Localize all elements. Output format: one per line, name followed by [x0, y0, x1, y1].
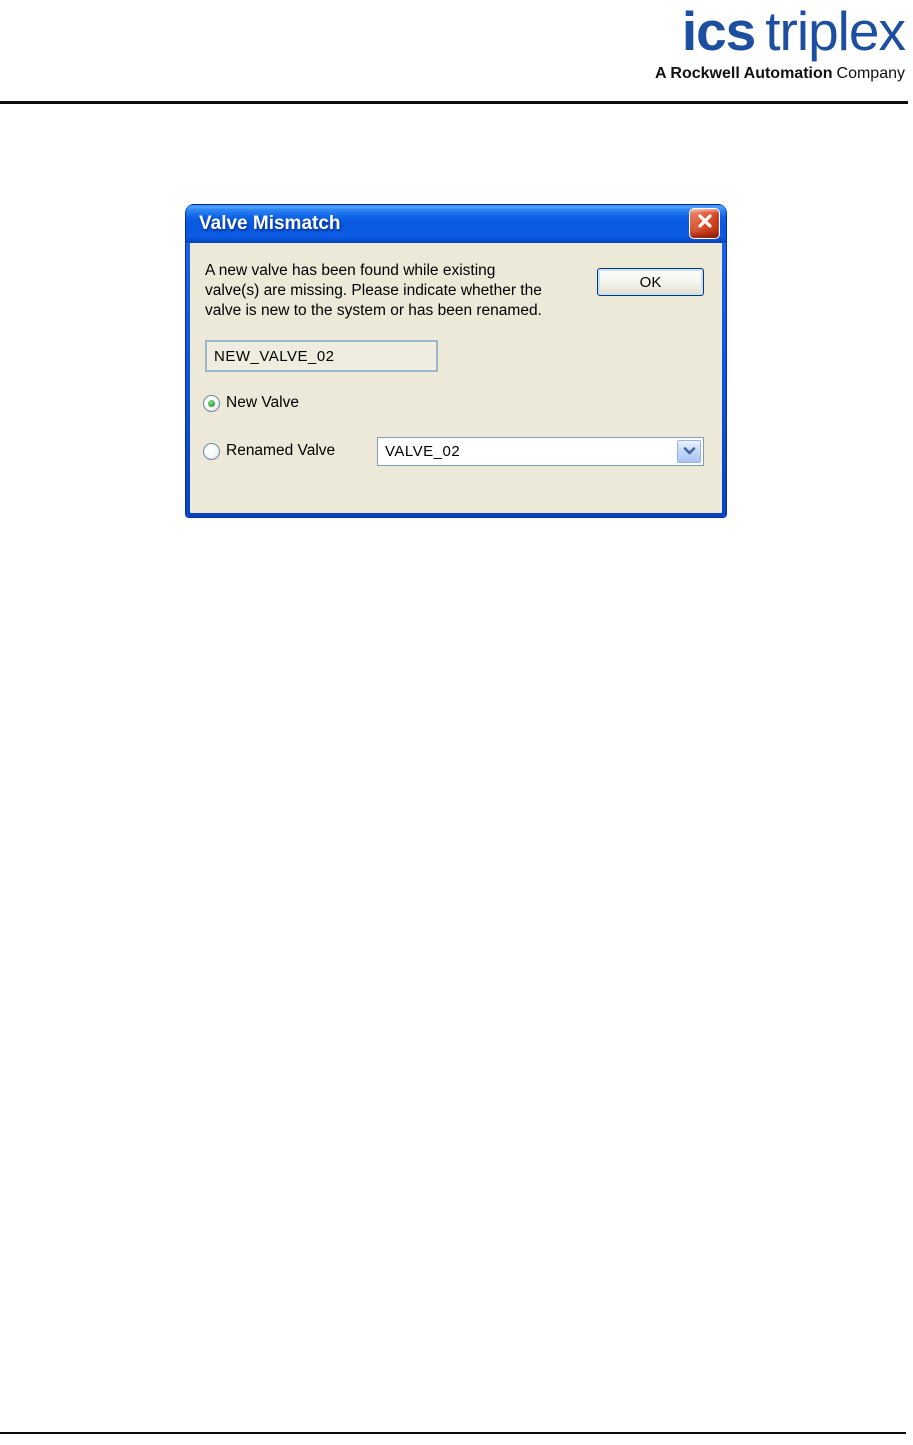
header-divider [0, 101, 908, 104]
radio-selected-dot [208, 400, 215, 407]
dialog-body [190, 243, 722, 513]
close-button[interactable] [689, 208, 720, 239]
radio-button-icon[interactable] [203, 395, 220, 412]
ok-button[interactable]: OK [597, 268, 704, 296]
radio-label-renamed-valve[interactable]: Renamed Valve [226, 442, 336, 459]
logo-triplex-text: triplex [765, 0, 905, 62]
close-icon [697, 213, 713, 234]
message-line: valve(s) are missing. Please indicate whether the [205, 282, 542, 299]
combobox-dropdown-button[interactable] [677, 440, 701, 463]
message-line: A new valve has been found while existing [205, 262, 496, 279]
renamed-valve-combobox[interactable] [377, 437, 704, 466]
ics-triplex-logo [655, 0, 905, 83]
radio-label-new-valve[interactable]: New Valve [226, 394, 299, 411]
chevron-down-icon [683, 443, 696, 461]
dialog-message [205, 261, 542, 321]
logo-ics-text: ics [681, 0, 756, 62]
valve-mismatch-dialog [186, 205, 726, 517]
radio-option-new-valve[interactable] [203, 394, 299, 412]
dialog-titlebar[interactable] [186, 205, 726, 243]
radio-option-renamed-valve[interactable] [203, 442, 335, 460]
logo-tagline [655, 65, 905, 83]
new-valve-name-field[interactable]: NEW_VALVE_02 [205, 340, 438, 372]
logo-wordmark [655, 0, 905, 62]
combobox-value[interactable]: VALVE_02 [385, 443, 461, 460]
radio-button-icon[interactable] [203, 443, 220, 460]
message-line: valve is new to the system or has been renamed. [205, 302, 542, 319]
tagline-light-text: Company [836, 65, 905, 82]
dialog-title: Valve Mismatch [199, 213, 341, 234]
footer-divider [0, 1432, 906, 1434]
tagline-bold-text: A Rockwell Automation [655, 65, 833, 82]
